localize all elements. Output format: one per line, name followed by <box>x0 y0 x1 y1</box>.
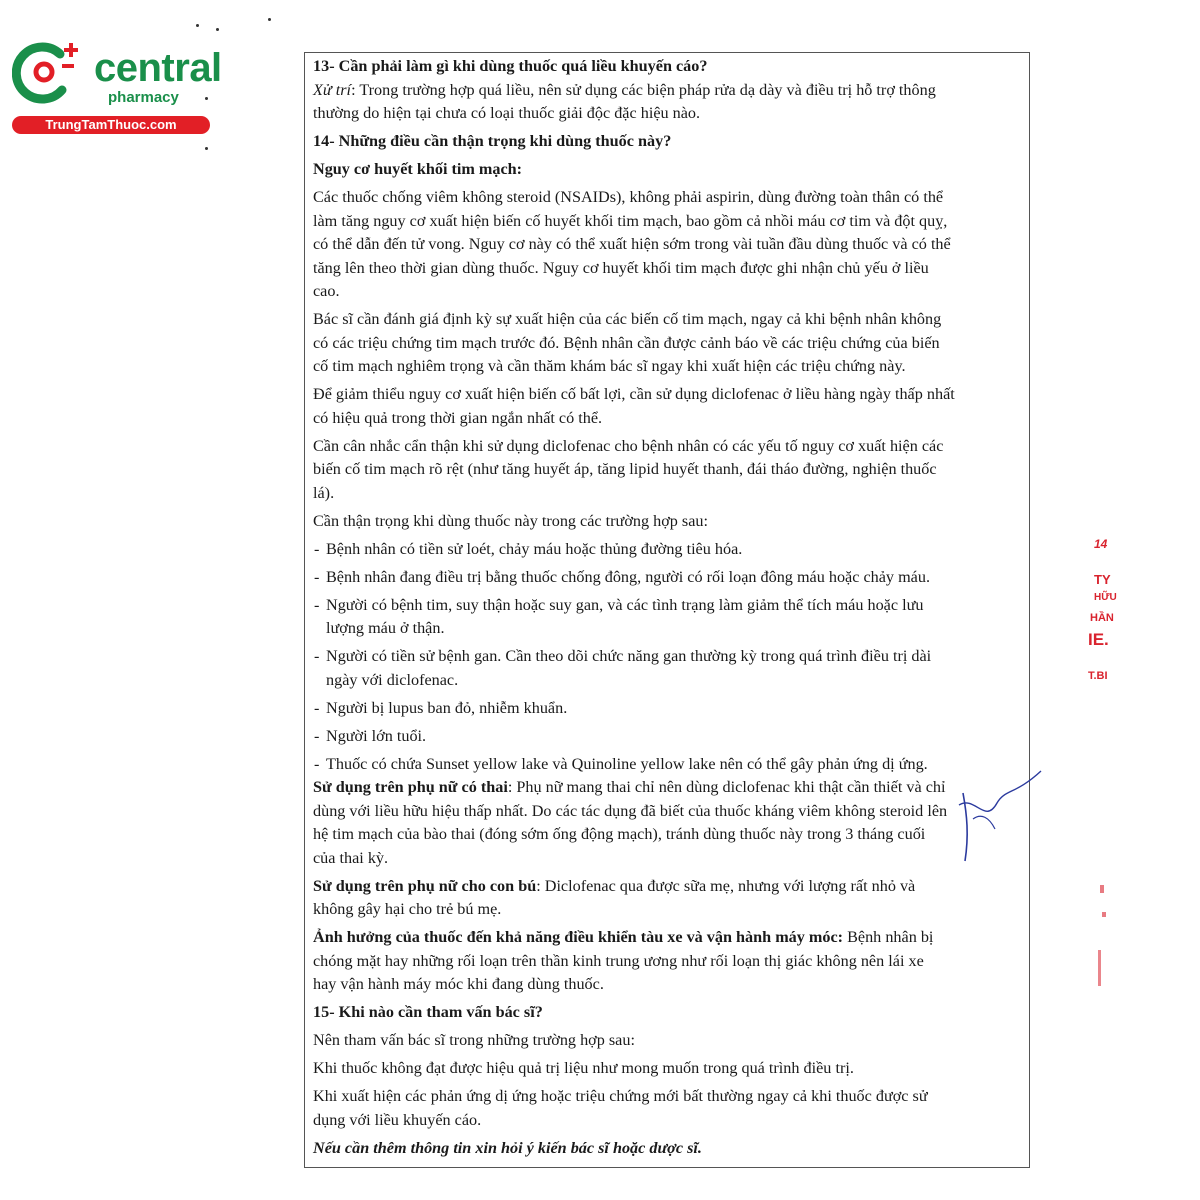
text-segment: : Trong trường hợp quá liều, nên sử dụng các biện pháp rửa dạ dày và điều trị hỗ trợ thông <box>351 80 936 99</box>
text-line <box>313 510 1023 534</box>
text-segment: Ảnh hưởng của thuốc đến khả năng điều khiển tàu xe và vận hành máy móc: <box>313 928 844 946</box>
logo-subtitle: pharmacy <box>108 89 179 106</box>
text-segment: chóng mặt hay những rối loạn trên thần kinh trung ương như rối loạn thị giác không nên lái xe <box>313 951 924 970</box>
scan-speck <box>205 97 208 100</box>
text-segment: của thai kỳ. <box>313 848 389 867</box>
text-line <box>313 1137 1023 1161</box>
bullet-item <box>313 725 1023 749</box>
scan-speck <box>196 24 199 27</box>
stamp-mark <box>1100 885 1104 893</box>
text-segment: có hiệu quả trong thời gian ngắn nhất có thể. <box>313 408 603 427</box>
text-line <box>313 407 1023 431</box>
text-line <box>313 458 1023 482</box>
stamp-fragment: HẦN <box>1090 612 1114 624</box>
text-line <box>313 926 1023 950</box>
text-line <box>313 950 1023 974</box>
text-segment: cao. <box>313 282 340 300</box>
document-content <box>313 55 1023 1160</box>
text-line <box>313 79 1023 103</box>
stamp-mark <box>1098 950 1109 986</box>
text-segment: Người có bệnh tim, suy thận hoặc suy gan, và các tình trạng làm giảm thể tích máu hoặc lưu <box>326 595 924 614</box>
text-segment: 14- Những điều cần thận trọng khi dùng thuốc này? <box>313 132 672 150</box>
text-line <box>313 1109 1023 1133</box>
text-line <box>313 847 1023 871</box>
document-page <box>304 52 1030 1168</box>
text-segment: : Phụ nữ mang thai chỉ nên dùng diclofenac khi thật cần thiết và chỉ <box>507 778 946 796</box>
text-segment: : Diclofenac qua được sữa mẹ, nhưng với lượng rất nhỏ và <box>536 876 916 895</box>
logo-website: TrungTamThuoc.com <box>12 116 210 134</box>
text-line <box>313 210 1023 234</box>
text-segment: Người có tiền sử bệnh gan. Cần theo dõi chức năng gan thường kỳ trong quá trình điều trị dài <box>326 647 932 665</box>
text-segment: Nên tham vấn bác sĩ trong những trường hợp sau: <box>313 1031 635 1049</box>
text-line <box>313 1057 1023 1081</box>
text-segment: Sử dụng trên phụ nữ có thai <box>313 778 508 796</box>
text-segment: Người lớn tuổi. <box>326 726 427 745</box>
text-line <box>313 617 1023 641</box>
text-segment: Cần thận trọng khi dùng thuốc này trong các trường hợp sau: <box>313 511 708 530</box>
logo-wordmark: central <box>94 46 222 90</box>
bullet-item <box>313 753 1023 777</box>
text-line <box>313 669 1023 693</box>
text-line <box>313 186 1023 210</box>
text-line <box>313 308 1023 332</box>
text-line <box>313 875 1023 899</box>
text-line <box>313 482 1023 506</box>
text-segment: Bác sĩ cần đánh giá định kỳ sự xuất hiện của các biến cố tim mạch, ngay cả khi bệnh nhân không <box>313 310 942 328</box>
text-segment: Xử trí <box>313 80 352 99</box>
text-line <box>313 973 1023 997</box>
text-segment: Nguy cơ huyết khối tim mạch: <box>313 160 523 178</box>
text-segment: có các triệu chứng tim mạch trước đó. Bệnh nhân cần được cảnh báo về các triệu chứng của biến <box>313 333 940 352</box>
stamp-fragment: HỮU <box>1094 592 1117 603</box>
scan-speck <box>216 28 219 31</box>
text-line <box>313 130 1023 154</box>
stamp-fragment: IE. <box>1088 630 1109 649</box>
bullet-item <box>313 538 1023 562</box>
stamp-fragment: T.BI <box>1088 670 1108 682</box>
stamp-mark <box>1102 912 1106 917</box>
bullet-item <box>313 566 1023 590</box>
text-segment: hệ tim mạch của bào thai (đóng sớm ống động mạch), tránh dùng thuốc này trong 3 tháng cuối <box>313 825 926 843</box>
text-line <box>313 383 1023 407</box>
bullet-item <box>313 594 1023 618</box>
text-line <box>313 1029 1023 1053</box>
text-segment: Khi thuốc không đạt được hiệu quả trị liệu như mong muốn trong quá trình điều trị. <box>313 1059 854 1077</box>
text-segment: 13- Cần phải làm gì khi dùng thuốc quá liều khuyến cáo? <box>313 57 708 75</box>
text-segment: cố tim mạch nghiêm trọng và cần thăm khám bác sĩ ngay khi xuất hiện các triệu chứng này. <box>313 357 906 375</box>
text-line <box>313 257 1023 281</box>
text-segment: hay vận hành máy móc khi đang dùng thuốc. <box>313 975 604 993</box>
text-line <box>313 823 1023 847</box>
text-segment: dụng với liều khuyến cáo. <box>313 1110 482 1129</box>
text-line <box>313 800 1023 824</box>
text-segment: lượng máu ở thận. <box>326 619 445 637</box>
text-segment: lá). <box>313 483 335 502</box>
text-segment: không gây hại cho trẻ bú mẹ. <box>313 900 502 918</box>
text-line <box>313 355 1023 379</box>
text-segment: Bệnh nhân đang điều trị bằng thuốc chống đông, người có rối loạn đông máu hoặc chảy máu. <box>326 567 930 586</box>
bullet-item <box>313 645 1023 669</box>
text-line <box>313 55 1023 79</box>
text-segment: tăng lên theo thời gian dùng thuốc. Nguy cơ huyết khối tim mạch được ghi nhận chủ yếu ở liều <box>313 258 929 277</box>
text-segment: làm tăng nguy cơ xuất hiện biến cố huyết khối tim mạch, bao gồm cả nhồi máu cơ tim và đột quỵ, <box>313 211 948 230</box>
text-line <box>313 898 1023 922</box>
text-segment: Để giảm thiểu nguy cơ xuất hiện biến cố bất lợi, cần sử dụng diclofenac ở liều hàng ngày thấp nhất <box>313 385 955 403</box>
text-line <box>313 1085 1023 1109</box>
text-segment: dùng với liều hữu hiệu thấp nhất. Do các tác dụng đã biết của thuốc kháng viêm không steroid lên <box>313 801 948 820</box>
pharmacy-logo-icon <box>12 40 82 104</box>
text-segment: có thể dẫn đến tử vong. Nguy cơ này có thể xuất hiện sớm trong vài tuần đầu dùng thuốc và có thể <box>313 235 951 253</box>
central-pharmacy-logo <box>10 36 220 136</box>
text-segment: thường do hiện tại chưa có loại thuốc giải độc đặc hiệu nào. <box>313 104 701 122</box>
stamp-fragment: 14 <box>1094 537 1108 551</box>
scan-speck <box>205 147 208 150</box>
bullet-item <box>313 697 1023 721</box>
text-line <box>313 158 1023 182</box>
text-segment: Người bị lupus ban đỏ, nhiễm khuẩn. <box>326 698 568 717</box>
text-line <box>313 102 1023 126</box>
text-segment: ngày với diclofenac. <box>326 670 459 689</box>
handwritten-signature <box>945 765 1055 875</box>
text-line <box>313 280 1023 304</box>
text-line <box>313 776 1023 800</box>
text-segment: Các thuốc chống viêm không steroid (NSAIDs), không phải aspirin, dùng đường toàn thân có thể <box>313 188 944 206</box>
text-segment: Cần cân nhắc cẩn thận khi sử dụng diclofenac cho bệnh nhân có các yếu tố nguy cơ xuất hiện các <box>313 436 944 455</box>
text-segment: biến cố tim mạch rõ rệt (như tăng huyết áp, tăng lipid huyết thanh, đái tháo đường, nghiện thuốc <box>313 460 937 478</box>
text-segment: Thuốc có chứa Sunset yellow lake và Quinoline yellow lake nên có thể gây phản ứng dị ứng. <box>326 754 928 773</box>
text-segment: Sử dụng trên phụ nữ cho con bú <box>313 876 537 895</box>
text-segment: Nếu cần thêm thông tin xin hỏi ý kiến bác sĩ hoặc dược sĩ. <box>313 1138 702 1157</box>
text-line <box>313 332 1023 356</box>
text-line <box>313 1001 1023 1025</box>
text-line <box>313 435 1023 459</box>
text-line <box>313 233 1023 257</box>
scan-speck <box>268 18 271 21</box>
text-segment: Khi xuất hiện các phản ứng dị ứng hoặc triệu chứng mới bất thường ngay cả khi thuốc được sử <box>313 1087 928 1105</box>
text-segment: 15- Khi nào cần tham vấn bác sĩ? <box>313 1003 543 1021</box>
text-segment: Bệnh nhân bị <box>843 928 934 946</box>
stamp-fragment: TY <box>1094 572 1111 587</box>
text-segment: Bệnh nhân có tiền sử loét, chảy máu hoặc thủng đường tiêu hóa. <box>326 539 743 558</box>
